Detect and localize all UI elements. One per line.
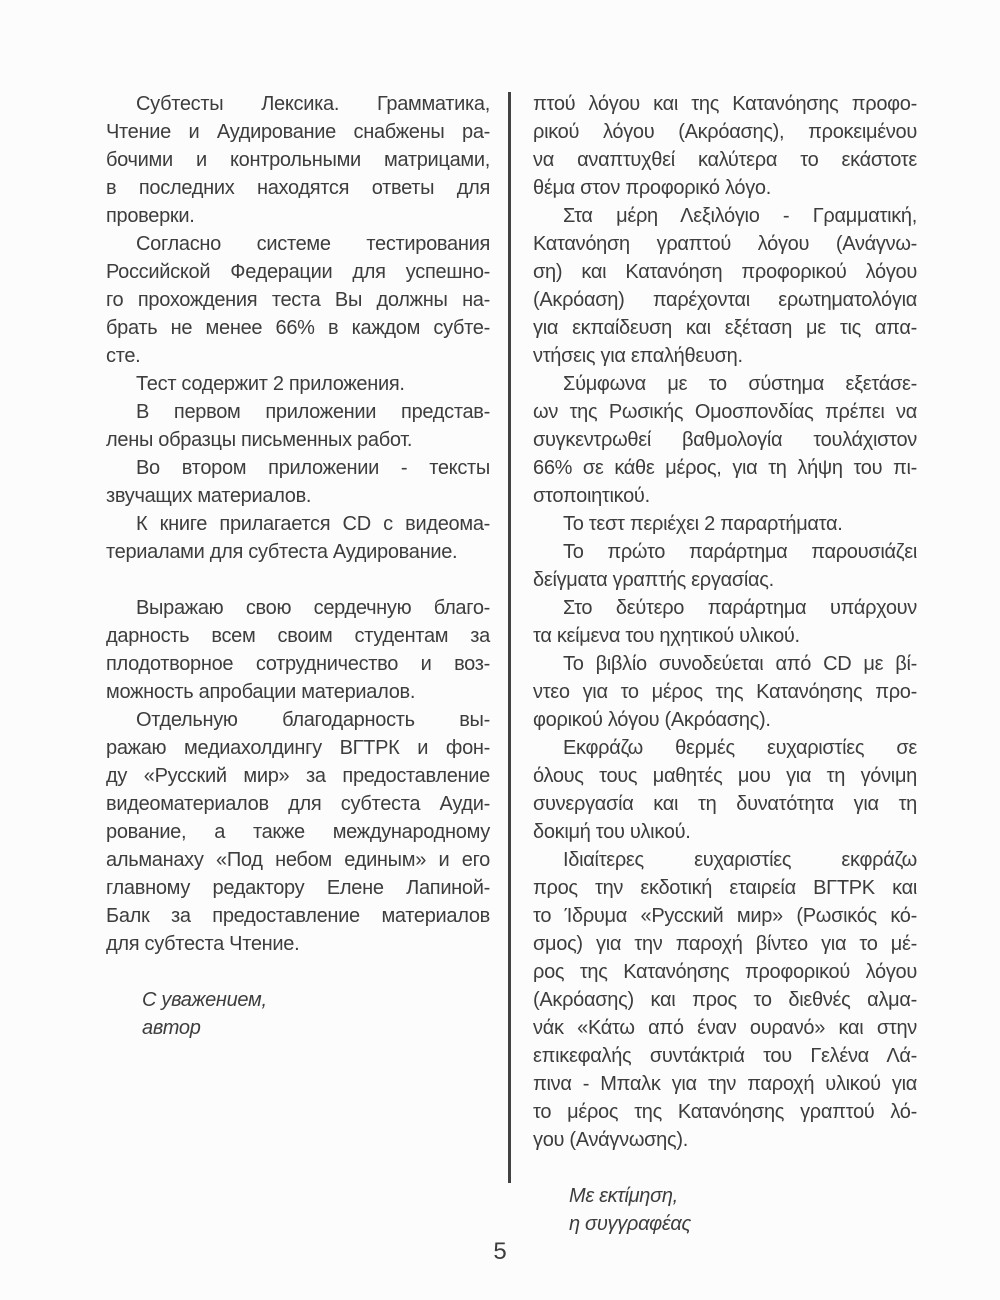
- text-line: главному редактору Елене Лапиной-: [106, 877, 490, 899]
- text-line: προς την εκδοτική εταιρεία ΒΓΤΡΚ και: [533, 877, 917, 899]
- text-line: Субтесты Лексика. Грамматика,: [136, 93, 490, 115]
- text-line: επικεφαλής συντάκτριά του Γελένα Λά-: [533, 1045, 917, 1067]
- text-line: όλους τους μαθητές μου για τη γόνιμη: [533, 765, 917, 787]
- text-line: рование, а также международному: [106, 821, 490, 843]
- text-line: ων της Ρωσικής Ομοσπονδίας πρέπει να: [533, 401, 917, 423]
- text-line: ражаю медиахолдингу ВГТРК и фон-: [106, 737, 490, 759]
- signature-line: автор: [142, 1017, 201, 1039]
- text-line: τα κείμενα του ηχητικού υλικού.: [533, 625, 800, 647]
- text-line: να αναπτυχθεί καλύτερα το εκάστοτε: [533, 149, 917, 171]
- text-line: альманаху «Под небом единым» и его: [106, 849, 490, 871]
- text-line: Σύμφωνα με το σύστημα εξετάσε-: [563, 373, 917, 395]
- text-line: Тест содержит 2 приложения.: [136, 373, 405, 395]
- text-line: φορικού λόγου (Ακρόασης).: [533, 709, 771, 731]
- text-line: териалами для субтеста Аудирование.: [106, 541, 458, 563]
- text-line: συγκεντρωθεί βαθμολογία τουλάχιστον: [533, 429, 917, 451]
- text-line: Το πρώτο παράρτημα παρουσιάζει: [563, 541, 917, 563]
- text-line: Εκφράζω θερμές ευχαριστίες σε: [563, 737, 917, 759]
- text-line: (Ακρόασης) και προς το διεθνές αλμα-: [533, 989, 917, 1011]
- text-line: В первом приложении представ-: [136, 401, 490, 423]
- text-line: дарность всем своим студентам за: [106, 625, 490, 647]
- text-line: νάκ «Κάτω από έναν ουρανό» και στην: [533, 1017, 917, 1039]
- text-line: для субтеста Чтение.: [106, 933, 300, 955]
- text-line: лены образцы письменных работ.: [106, 429, 413, 451]
- text-line: ση) και Κατανόηση προφορικού λόγου: [533, 261, 917, 283]
- text-columns: [106, 90, 917, 1238]
- text-line: Στα μέρη Λεξιλόγιο - Γραμματική,: [563, 205, 917, 227]
- left-column-russian: [106, 90, 490, 1238]
- text-line: σμος) για την παροχή βίντεο για το μέ-: [533, 933, 917, 955]
- blank-line: [106, 566, 490, 594]
- text-line: πτού λόγου και της Κατανόησης προφο-: [533, 93, 917, 115]
- text-line: δοκιμή του υλικού.: [533, 821, 691, 843]
- text-line: Чтение и Аудирование снабжены ра-: [106, 121, 490, 143]
- text-line: Выражаю свою сердечную благо-: [136, 597, 490, 619]
- text-line: Το τεστ περιέχει 2 παραρτήματα.: [563, 513, 843, 535]
- blank-line: [106, 958, 490, 986]
- text-line: Балк за предоставление материалов: [106, 905, 490, 927]
- right-column-greek: [533, 90, 917, 1238]
- text-line: Ιδιαίτερες ευχαριστίες εκφράζω: [563, 849, 917, 871]
- text-line: συνεργασία και τη δυνατότητα για τη: [533, 793, 917, 815]
- text-line: бочими и контрольными матрицами,: [106, 149, 490, 171]
- text-line: Το βιβλίο συνοδεύεται από CD με βί-: [563, 653, 917, 675]
- text-line: δείγματα γραπτής εργασίας.: [533, 569, 774, 591]
- text-line: Во втором приложении - тексты: [136, 457, 490, 479]
- text-line: проверки.: [106, 205, 195, 227]
- text-line: плодотворное сотрудничество и воз-: [106, 653, 490, 675]
- text-line: сте.: [106, 345, 141, 367]
- signature-line: С уважением,: [142, 989, 267, 1011]
- signature-line: η συγγραφέας: [569, 1213, 691, 1235]
- signature-line: Με εκτίμηση,: [569, 1185, 678, 1207]
- text-line: ντήσεις για επαλήθευση.: [533, 345, 743, 367]
- text-line: ρικού λόγου (Ακρόασης), προκειμένου: [533, 121, 917, 143]
- text-line: θέμα στον προφορικό λόγο.: [533, 177, 771, 199]
- blank-line: [533, 1154, 917, 1182]
- text-line: Российской Федерации для успешно-: [106, 261, 490, 283]
- text-line: το Ίδρυμα «Русский мир» (Ρωσικός κό-: [533, 905, 917, 927]
- text-line: го прохождения теста Вы должны на-: [106, 289, 490, 311]
- text-line: πινα - Μπαλκ για την παροχή υλικού για: [533, 1073, 917, 1095]
- text-line: 66% σε κάθε μέρος, για τη λήψη του πι-: [533, 457, 917, 479]
- text-line: το μέρος της Κατανόησης γραπτού λό-: [533, 1101, 917, 1123]
- text-line: звучащих материалов.: [106, 485, 312, 507]
- text-line: (Ακρόαση) παρέχονται ερωτηματολόγια: [533, 289, 917, 311]
- text-line: ду «Русский мир» за предоставление: [106, 765, 490, 787]
- page-number: 5: [493, 1238, 507, 1265]
- text-line: брать не менее 66% в каждом субте-: [106, 317, 490, 339]
- text-line: ρος της Κατανόησης προφορικού λόγου: [533, 961, 917, 983]
- text-line: Στο δεύτερο παράρτημα υπάρχουν: [563, 597, 917, 619]
- text-line: К книге прилагается CD с видеома-: [136, 513, 490, 535]
- text-line: в последних находятся ответы для: [106, 177, 490, 199]
- text-line: ντεο για το μέρος της Κατανόησης προ-: [533, 681, 917, 703]
- text-line: Κατανόηση γραπτού λόγου (Ανάγνω-: [533, 233, 917, 255]
- text-line: видеоматериалов для субтеста Ауди-: [106, 793, 490, 815]
- text-line: στοποιητικού.: [533, 485, 650, 507]
- text-line: Отдельную благодарность вы-: [136, 709, 490, 731]
- text-line: Согласно системе тестирования: [136, 233, 490, 255]
- text-line: можность апробации материалов.: [106, 681, 416, 703]
- text-line: για εκπαίδευση και εξέταση με τις απα-: [533, 317, 917, 339]
- text-line: γου (Ανάγνωσης).: [533, 1129, 688, 1151]
- column-divider: [508, 92, 511, 1183]
